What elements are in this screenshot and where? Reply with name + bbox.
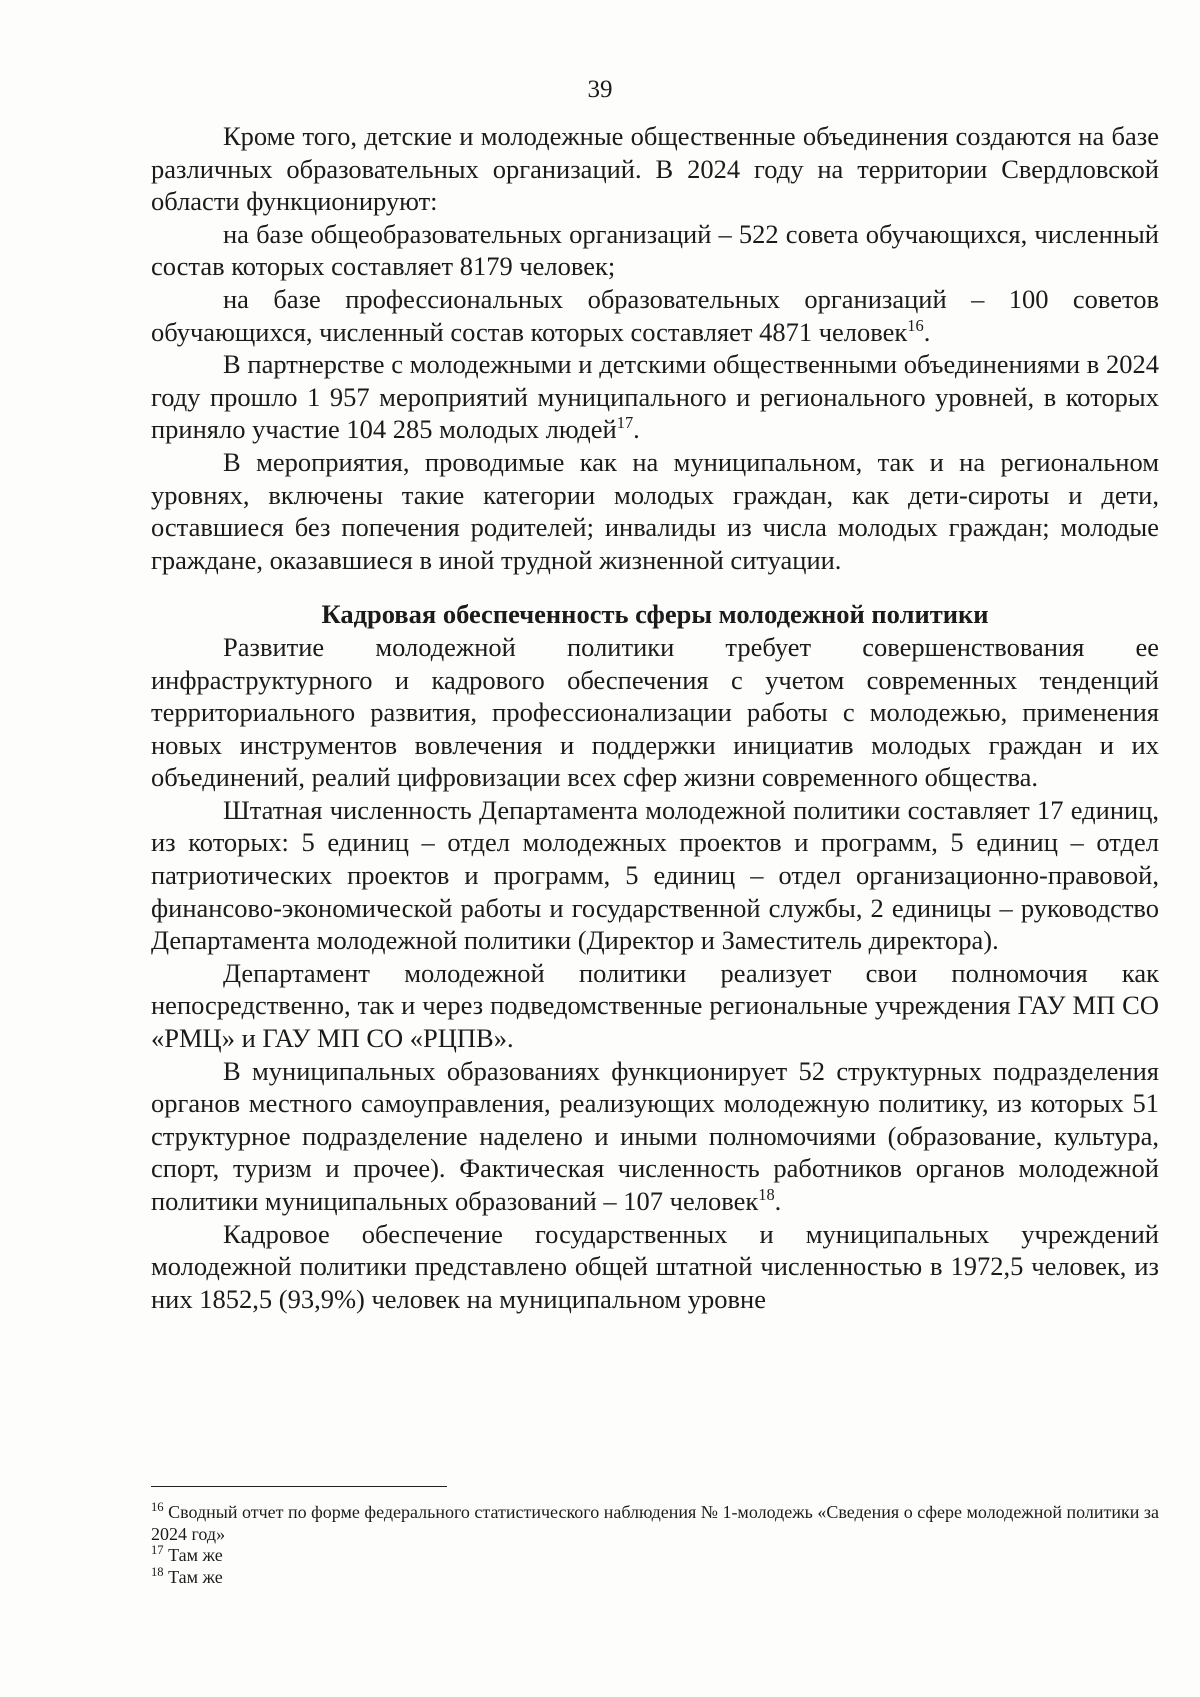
paragraph: на базе общеобразовательных организаций – 522 совета обучающихся, численный состав которых составляет 8179 человек; bbox=[151, 218, 1159, 282]
page-number: 39 bbox=[587, 76, 613, 103]
footnote: $^{17}$ Там же bbox=[151, 1543, 223, 1565]
paragraph: Развитие молодежной политики требует совершенствования ее инфраструктурного и кадрового обеспечения с учетом современных тенденций территориального развития, профессионализации работы с молодежью, применения новых инструментов вовлечения и поддержки инициатив молодых граждан и их объединений, реалий цифровизации всех сфер жизни современного общества. bbox=[151, 631, 1159, 793]
footnote: $^{18}$ Там же bbox=[151, 1564, 223, 1587]
paragraph: В партнерстве с молодежными и детскими общественными объединениями в 2024 году прошло 1 957 мероприятий муниципального и регионального уровней, в которых приняло участие 104 285 молодых людей$^{17}$. bbox=[151, 349, 1159, 445]
footnote-ref: 16 bbox=[907, 315, 924, 335]
paragraph: Штатная численность Департамента молодежной политики составляет 17 единиц, из которых: 5 единиц – отдел молодежных проектов и программ, 5 единиц – отдел патриотических проектов и программ, 5 единиц – отдел организационно-правовой, финансово-экономической работы и государственной службы, 2 единицы – руководство Департамента молодежной политики (Директор и Заместитель директора). bbox=[151, 794, 1159, 956]
page-body bbox=[151, 120, 1159, 1315]
paragraph: Департамент молодежной политики реализует свои полномочия как непосредственно, так и через подведомственные региональные учреждения ГАУ МП СО «РМЦ» и ГАУ МП СО «РЦПВ». bbox=[151, 957, 1159, 1054]
paragraph: В мероприятия, проводимые как на муниципальном, так и на региональном уровнях, включены такие категории молодых граждан, как дети-сироты и дети, оставшиеся без попечения родителей; инвалиды из числа молодых граждан; молодые граждане, оказавшиеся в иной трудной жизненной ситуации. bbox=[151, 446, 1159, 575]
footnote-mark: 18 bbox=[151, 1564, 164, 1579]
paragraph: на базе профессиональных образовательных организаций – 100 советов обучающихся, численный состав которых составляет 4871 человек$^{16}$. bbox=[151, 283, 1159, 347]
paragraph: Кадровое обеспечение государственных и муниципальных учреждений молодежной политики представлено общей штатной численностью в 1972,5 человек, из них 1852,5 (93,9%) человек на муниципальном уровне bbox=[151, 1218, 1159, 1314]
footnote-ref: 18 bbox=[758, 1185, 775, 1205]
section-heading: Кадровая обеспеченность сферы молодежной политики bbox=[321, 599, 989, 630]
footnotes bbox=[151, 1502, 1159, 1588]
footnote-divider bbox=[151, 1486, 447, 1487]
paragraph: В муниципальных образованиях функционирует 52 структурных подразделения органов местного самоуправления, реализующих молодежную политику, из которых 51 структурное подразделение наделено и иными полномочиями (образование, культура, спорт, туризм и прочее). Фактическая численность работников органов молодежной политики муниципальных образований – 107 человек$^{18}$. bbox=[151, 1055, 1159, 1216]
footnote-ref: 17 bbox=[616, 413, 634, 433]
paragraph: Кроме того, детские и молодежные общественные объединения создаются на базе различных образовательных организаций. В 2024 году на территории Свердловской области функционируют: bbox=[151, 121, 1159, 217]
footnote-mark: 17 bbox=[151, 1543, 164, 1557]
footnote-mark: 16 bbox=[151, 1500, 164, 1514]
footnote: $^{16}$ Сводный отчет по форме федерального статистического наблюдения № 1-молодежь «Сведения о сфере молодежной политики за 2024 год» bbox=[151, 1500, 1159, 1544]
